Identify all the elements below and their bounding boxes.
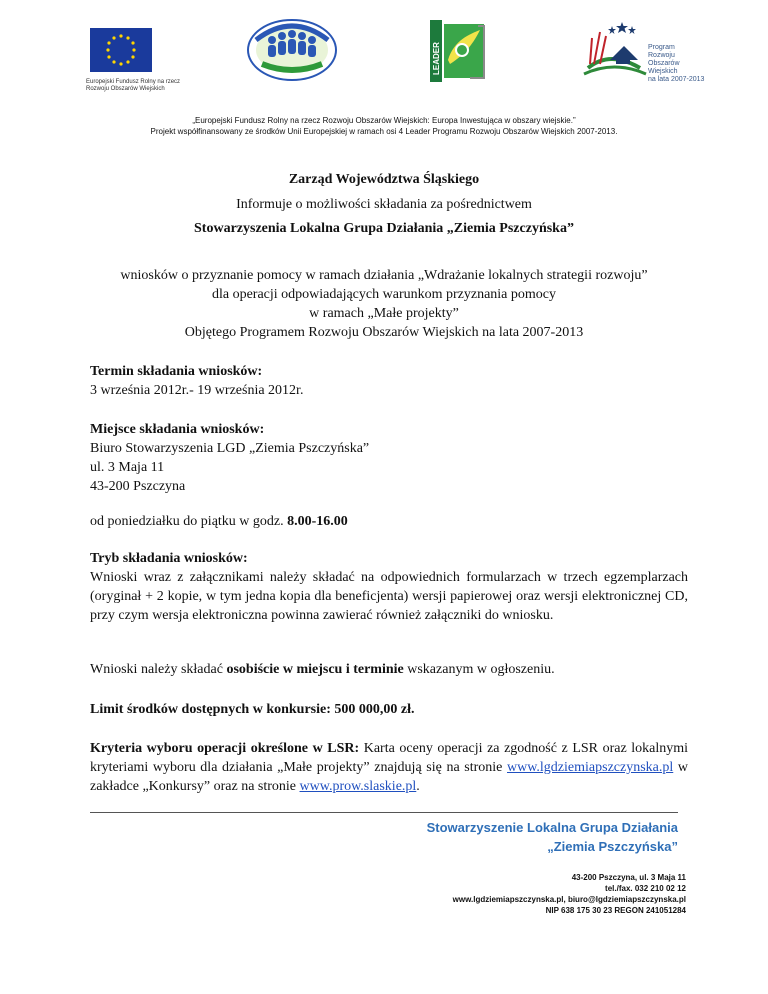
funding-statement <box>40 115 728 137</box>
footer-address: 43-200 Pszczyna, ul. 3 Maja 11 <box>571 873 686 882</box>
prow-website-link[interactable]: www.prow.slaskie.pl <box>299 779 417 794</box>
prow-line-2: Rozwoju <box>648 52 675 59</box>
osob-suffix: wskazanym w ogłoszeniu. <box>403 662 555 677</box>
termin-value: 3 września 2012r.- 19 września 2012r. <box>90 383 304 398</box>
office-hours-value: 8.00-16.00 <box>287 514 348 529</box>
osob-prefix: Wnioski należy składać <box>90 662 227 677</box>
page-subtitle: Informuje o możliwości składania za pośrednictwem <box>236 197 532 212</box>
svg-text:LEADER: LEADER <box>432 42 441 75</box>
intro-line-1: wniosków o przyznanie pomocy w ramach działania „Wdrażanie lokalnych strategii rozwoju” <box>120 268 648 283</box>
termin-heading: Termin składania wniosków: <box>90 364 263 379</box>
intro-line-4: Objętego Programem Rozwoju Obszarów Wiejskich na lata 2007-2013 <box>184 325 584 340</box>
footer-org-line-2: „Ziemia Pszczyńska” <box>547 839 678 854</box>
termin-section <box>90 362 688 400</box>
footer-org-line-1: Stowarzyszenie Lokalna Grupa Działania <box>426 820 678 835</box>
intro-line-2: dla operacji odpowiadających warunkom przyznania pomocy <box>211 287 557 302</box>
kryteria-text-3: . <box>416 779 420 794</box>
miejsce-line-2: ul. 3 Maja 11 <box>90 460 165 475</box>
intro-line-3: w ramach „Małe projekty” <box>309 306 459 321</box>
funding-limit <box>90 700 688 719</box>
miejsce-section <box>90 420 688 496</box>
prow-years: na lata 2007-2013 <box>648 76 705 83</box>
prow-logo-text <box>648 44 718 84</box>
kryteria-text-2: w zakładce „Konkursy” oraz na stronie <box>90 760 688 794</box>
funding-limit-text: Limit środków dostępnych w konkursie: 500 000,00 zł. <box>90 702 415 717</box>
prow-line-4: Wiejskich <box>648 68 678 75</box>
lgd-website-link[interactable]: www.lgdziemiapszczynska.pl <box>507 760 674 775</box>
funding-line-1: „Europejski Fundusz Rolny na rzecz Rozwoju Obszarów Wiejskich: Europa Inwestująca w obszary wiejskie.” <box>192 116 576 125</box>
prow-line-3: Obszarów <box>648 60 680 67</box>
leader-logo <box>430 20 488 82</box>
footer-web-email: www.lgdziemiapszczynska.pl, biuro@lgdziemiapszczynska.pl <box>452 895 686 904</box>
footer-organization <box>396 818 686 856</box>
osob-bold: osobiście w miejscu i terminie <box>226 662 404 677</box>
kryteria-section <box>90 739 688 796</box>
kryteria-text-1: Karta oceny operacji za zgodność z LSR oraz lokalnymi kryteriami wyboru dla działania „Małe projekty” znajdują się na stronie <box>90 741 689 775</box>
kryteria-heading: Kryteria wyboru operacji określone w LSR: <box>90 741 360 756</box>
lgd-ziemia-pszczynska-logo <box>246 18 338 82</box>
eu-caption: Europejski Fundusz Rolny na rzecz Rozwoju Obszarów Wiejskich <box>86 79 181 92</box>
eu-flag-logo <box>90 28 152 72</box>
tryb-text: Wnioski wraz z załącznikami należy składać na odpowiednich formularzach w trzech egzemplarzach (oryginał + 2 kopie, w tym jedna kopia dla beneficjenta) wersji papierowej oraz wersji elektronicznej CD, przy czym wersja elektroniczna powinna zawierać również załączniki do wniosku. <box>90 570 688 623</box>
footer-contact <box>380 872 686 916</box>
page-title: Zarząd Województwa Śląskiego <box>288 172 480 187</box>
office-hours-prefix: od poniedziałku do piątku w godz. <box>90 514 288 529</box>
tryb-heading: Tryb składania wniosków: <box>90 551 248 566</box>
footer-divider <box>90 812 678 813</box>
personal-submission-note <box>90 660 688 679</box>
footer-ids: NIP 638 175 30 23 REGON 241051284 <box>545 906 686 915</box>
funding-line-2: Projekt współfinansowany ze środków Unii Europejskiej w ramach osi 4 Leader Programu Rozwoju Obszarów Wiejskich 2007-2013. <box>150 127 618 136</box>
miejsce-line-1: Biuro Stowarzyszenia LGD „Ziemia Pszczyńska” <box>90 441 370 456</box>
prow-line-1: Program <box>648 44 675 51</box>
footer-phone: tel./fax. 032 210 02 12 <box>605 884 686 893</box>
miejsce-line-3: 43-200 Pszczyna <box>90 479 186 494</box>
organization-name: Stowarzyszenia Lokalna Grupa Działania „Ziemia Pszczyńska” <box>194 221 574 236</box>
tryb-section <box>90 549 688 625</box>
miejsce-heading: Miejsce składania wniosków: <box>90 422 265 437</box>
office-hours <box>90 512 688 531</box>
